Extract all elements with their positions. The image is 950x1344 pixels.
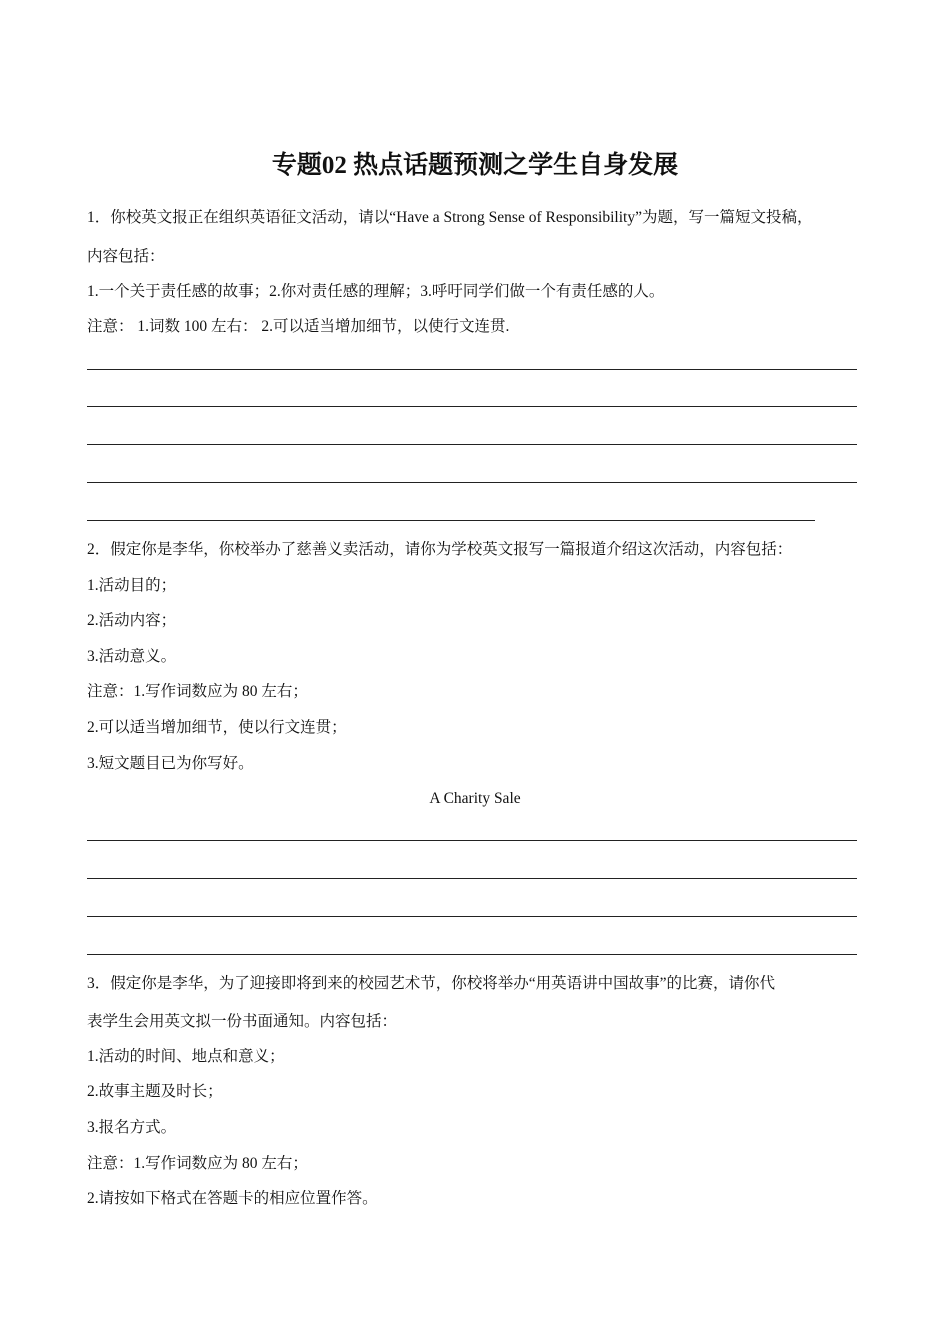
q1-content-items: 1.一个关于责任感的故事；2.你对责任感的理解；3.呼吁同学们做一个有责任感的人。 bbox=[87, 283, 665, 300]
q1-note: 注意： 1.词数 100 左右： 2.可以适当增加细节，以使行文连贯. bbox=[87, 318, 510, 335]
q1-answer-line-2 bbox=[87, 406, 857, 407]
q3-item-2: 2.故事主题及时长； bbox=[87, 1083, 223, 1100]
q3-item-3: 3.报名方式。 bbox=[87, 1119, 177, 1136]
q2-item-3: 3.活动意义。 bbox=[87, 648, 177, 665]
q2-answer-line-1 bbox=[87, 840, 857, 841]
q2-item-1: 1.活动目的； bbox=[87, 577, 177, 594]
q1-answer-line-3 bbox=[87, 444, 857, 445]
q3-prompt-line2: 表学生会用英文拟一份书面通知。内容包括： bbox=[87, 1013, 398, 1030]
q2-item-2: 2.活动内容； bbox=[87, 612, 177, 629]
q1-answer-line-5 bbox=[87, 520, 815, 521]
q2-answer-line-4 bbox=[87, 954, 857, 955]
q2-answer-line-2 bbox=[87, 878, 857, 879]
q3-note-1: 注意：1.写作词数应为 80 左右； bbox=[87, 1155, 308, 1172]
q1-answer-line-1 bbox=[87, 369, 857, 370]
q1-answer-line-4 bbox=[87, 482, 857, 483]
q2-note-1: 注意：1.写作词数应为 80 左右； bbox=[87, 683, 308, 700]
q3-item-1: 1.活动的时间、地点和意义； bbox=[87, 1048, 285, 1065]
q1-prompt-line2: 内容包括： bbox=[87, 248, 165, 265]
q2-answer-line-3 bbox=[87, 916, 857, 917]
q3-note-2: 2.请按如下格式在答题卡的相应位置作答。 bbox=[87, 1190, 378, 1207]
q2-note-3: 3.短文题目已为你写好。 bbox=[87, 755, 254, 772]
page-title: 专题02 热点话题预测之学生自身发展 bbox=[271, 152, 679, 179]
q2-note-2: 2.可以适当增加细节，使以行文连贯； bbox=[87, 719, 347, 736]
q1-prompt-line1: 1．你校英文报正在组织英语征文活动，请以“Have a Strong Sense of Responsibility”为题，写一篇短文投稿， bbox=[87, 209, 813, 226]
q3-prompt-line1: 3．假定你是李华，为了迎接即将到来的校园艺术节，你校将举办“用英语讲中国故事”的比赛，请你代 bbox=[87, 975, 776, 992]
q2-essay-title: A Charity Sale bbox=[429, 790, 521, 807]
q2-prompt-line1: 2．假定你是李华，你校举办了慈善义卖活动，请你为学校英文报写一篇报道介绍这次活动，内容包括： bbox=[87, 541, 793, 558]
